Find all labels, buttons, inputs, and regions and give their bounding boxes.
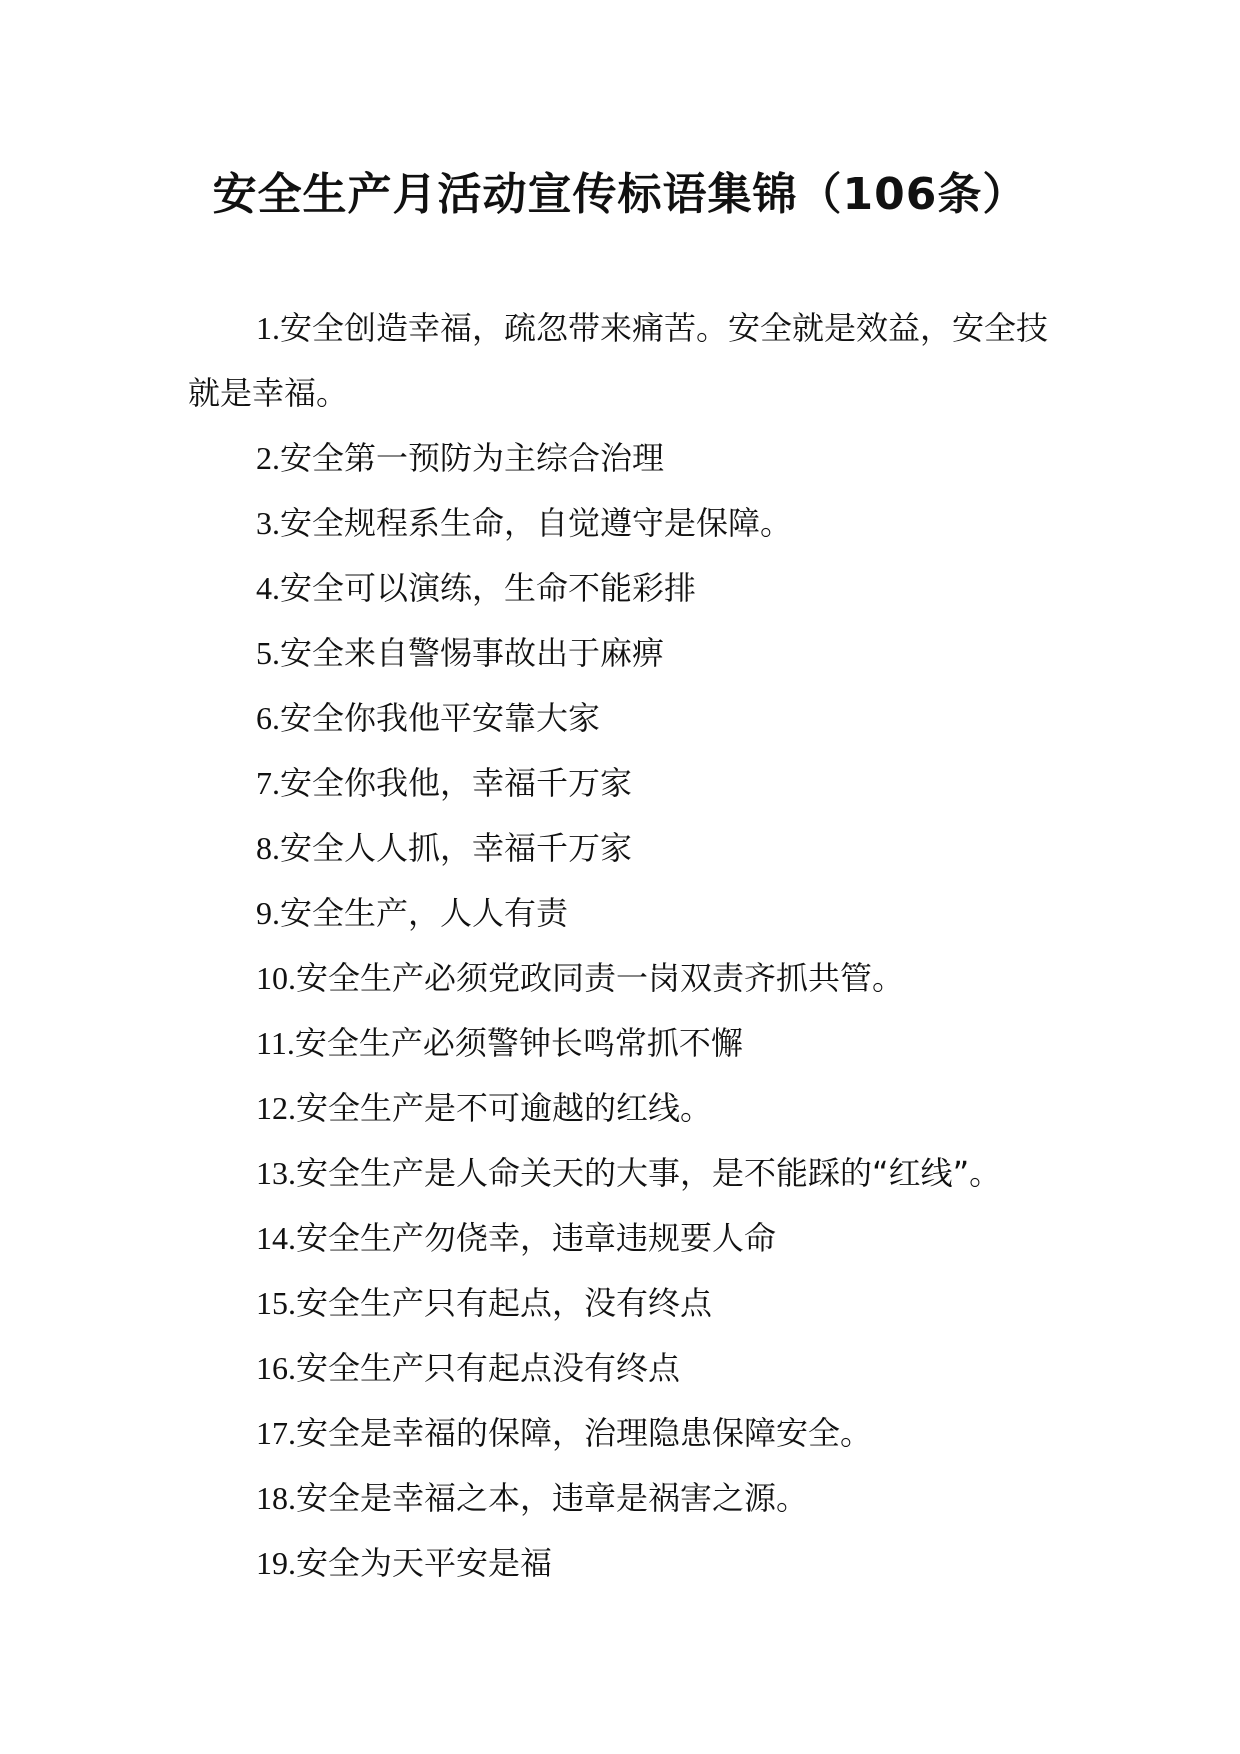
slogan-number: 19. <box>256 1545 296 1581</box>
slogan-text: 安全生产必须党政同责一岗双责齐抓共管。 <box>296 959 905 997</box>
slogan-text: 安全你我他平安靠大家 <box>280 699 601 737</box>
slogan-item <box>188 1011 1058 1076</box>
slogan-text: 安全创造幸福，疏忽带来痛苦。安全就是效益，安全技就是幸福。 <box>188 309 1049 412</box>
slogan-text: 安全可以演练，生命不能彩排 <box>280 569 697 607</box>
slogan-item <box>188 1531 1058 1596</box>
slogan-number: 17. <box>256 1415 296 1451</box>
slogan-item <box>188 1271 1058 1336</box>
slogan-item <box>188 1141 1058 1206</box>
slogan-text: 安全是幸福之本，违章是祸害之源。 <box>296 1479 809 1517</box>
slogan-text: 安全生产只有起点，没有终点 <box>296 1284 713 1322</box>
slogan-list <box>188 296 1058 1596</box>
slogan-item <box>188 751 1058 816</box>
slogan-item <box>188 426 1058 491</box>
slogan-text: 安全生产，人人有责 <box>280 894 569 932</box>
slogan-number: 8. <box>256 830 280 866</box>
slogan-item <box>188 1466 1058 1531</box>
slogan-number: 10. <box>256 960 296 996</box>
slogan-text: 安全生产必须警钟长鸣常抓不懈 <box>294 1024 743 1062</box>
slogan-item <box>188 946 1058 1011</box>
slogan-number: 4. <box>256 570 280 606</box>
slogan-number: 18. <box>256 1480 296 1516</box>
slogan-item <box>188 1401 1058 1466</box>
slogan-number: 11. <box>256 1025 295 1061</box>
slogan-text: 安全来自警惕事故出于麻痹 <box>280 634 665 672</box>
slogan-number: 6. <box>256 700 280 736</box>
slogan-number: 1. <box>256 310 280 346</box>
slogan-text: 安全生产只有起点没有终点 <box>296 1349 681 1387</box>
slogan-item <box>188 1336 1058 1401</box>
slogan-text: 安全为天平安是福 <box>296 1544 553 1582</box>
slogan-item <box>188 296 1058 426</box>
slogan-text: 安全生产勿侥幸，违章违规要人命 <box>296 1219 777 1257</box>
slogan-number: 2. <box>256 440 280 476</box>
slogan-text: 安全生产是不可逾越的红线。 <box>296 1089 713 1127</box>
slogan-number: 13. <box>256 1155 296 1191</box>
slogan-text: 安全是幸福的保障，治理隐患保障安全。 <box>296 1414 873 1452</box>
slogan-item <box>188 556 1058 621</box>
slogan-number: 16. <box>256 1350 296 1386</box>
slogan-text: 安全人人抓，幸福千万家 <box>280 829 633 867</box>
slogan-number: 14. <box>256 1220 296 1256</box>
slogan-item <box>188 621 1058 686</box>
slogan-number: 15. <box>256 1285 296 1321</box>
slogan-item <box>188 1206 1058 1271</box>
slogan-number: 9. <box>256 895 280 931</box>
document-title: 安全生产月活动宣传标语集锦（106条） <box>212 169 1028 220</box>
slogan-text: 安全第一预防为主综合治理 <box>280 439 665 477</box>
slogan-number: 7. <box>256 765 280 801</box>
slogan-item <box>188 491 1058 556</box>
slogan-item <box>188 816 1058 881</box>
slogan-text: 安全规程系生命，自觉遵守是保障。 <box>280 504 793 542</box>
slogan-text: 安全生产是人命关天的大事，是不能踩的“红线”。 <box>296 1154 1002 1192</box>
slogan-number: 3. <box>256 505 280 541</box>
slogan-number: 5. <box>256 635 280 671</box>
slogan-item <box>188 881 1058 946</box>
slogan-item <box>188 686 1058 751</box>
slogan-text: 安全你我他，幸福千万家 <box>280 764 633 802</box>
slogan-number: 12. <box>256 1090 296 1126</box>
slogan-item <box>188 1076 1058 1141</box>
